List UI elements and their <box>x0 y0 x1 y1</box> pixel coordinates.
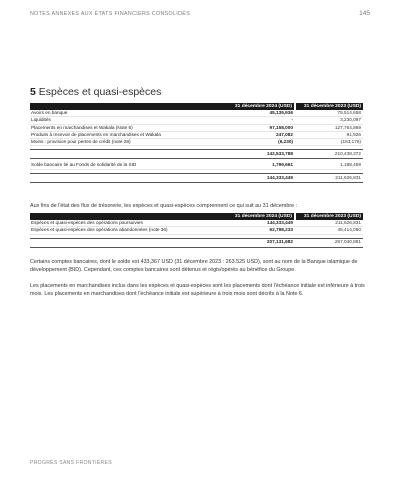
row-label: Moins : provision pour pertes de crédit (note 28) <box>30 139 231 146</box>
value-2023: 45,414,050 <box>295 227 363 234</box>
total-2024: 144,333,449 <box>231 173 295 182</box>
value-2023: 91,926 <box>295 131 363 138</box>
value-2024: (6,230) <box>231 139 295 146</box>
value-2024: 97,158,000 <box>231 124 295 131</box>
table-header-row <box>30 103 363 110</box>
total-label <box>30 173 231 182</box>
header-2023: 31 décembre 2023 (USD) <box>295 103 363 110</box>
table-row <box>30 131 363 138</box>
header-2023: 31 décembre 2023 (USD) <box>295 213 363 220</box>
table-row <box>30 139 363 146</box>
page-number: 145 <box>359 10 370 17</box>
section-number: 5 <box>30 86 36 98</box>
total-2023: 211,626,831 <box>295 173 363 182</box>
bank-accounts-paragraph: Certains comptes bancaires, dont le solde est 433,367 USD (31 décembre 2023 : 263.525 USD), sont au nom de la Banque islamique de développement (BID). Cependant, ces comptes bancaires sont détenus et régis/opérés au bénéfice du Groupe. <box>30 259 358 273</box>
page-footer: PROGRÈS SANS FRONTIÈRES <box>30 460 112 466</box>
row-label: Placements en marchandises et Wakala (Note 6) <box>30 124 231 131</box>
cash-flow-table <box>30 213 363 248</box>
row-label: Liquidités <box>30 117 231 124</box>
total-label <box>30 238 231 247</box>
commodity-placements-paragraph: Les placements en marchandises inclus dans les espèces et quasi-espèces sont les placements dont l'échéance initiale est inférieure à trois mois. Les placements en marchandises dont l'échéance initiale est supérieure à trois mois sont décrits à la Note 6. <box>30 283 365 297</box>
total-row <box>30 238 363 247</box>
table-row <box>30 124 363 131</box>
value-2023: 127,764,869 <box>295 124 363 131</box>
row-label: Produits à recevoir de placements en marchandises et Wakala <box>30 131 231 138</box>
row-label: Espèces et quasi-espèces des opérations poursuivies <box>30 220 231 227</box>
header-blank-cell <box>30 213 231 220</box>
subtotal-2024: 142,533,788 <box>231 150 295 159</box>
section-title-text: Espèces et quasi-espèces <box>38 86 162 98</box>
total-2024: 207,131,682 <box>231 238 295 247</box>
total-2023: 257,040,881 <box>295 238 363 247</box>
header-blank-cell <box>30 103 231 110</box>
running-header: NOTES ANNEXES AUX ÉTATS FINANCIERS CONSOLIDÉS <box>30 11 191 17</box>
section-title <box>30 86 161 98</box>
cash-equivalents-table <box>30 103 363 183</box>
row-label: Solde bancaire lié au Fonds de solidarité de la SID <box>30 162 231 169</box>
value-2024: 45,135,936 <box>231 110 295 117</box>
header-2024: 31 décembre 2024 (USD) <box>231 213 295 220</box>
table-row <box>30 162 363 169</box>
row-label: Espèces et quasi-espèces des opérations abandonnées (note 36) <box>30 227 231 234</box>
subtotal-label <box>30 150 231 159</box>
value-2024: 144,333,449 <box>231 220 295 227</box>
value-2024: - <box>231 117 295 124</box>
table-header-row <box>30 213 363 220</box>
value-2023: 79,514,658 <box>295 110 363 117</box>
total-row <box>30 173 363 182</box>
value-2024: 1,799,661 <box>231 162 295 169</box>
subtotal-row <box>30 150 363 159</box>
table-row <box>30 227 363 234</box>
table-row <box>30 110 363 117</box>
row-label: Avoirs en banque <box>30 110 231 117</box>
value-2023: 1,188,459 <box>295 162 363 169</box>
cash-flow-intro-text: Aux fins de l'état des flux de trésorerie, les espèces et quasi-espèces comprennent ce qui suit au 31 décembre : <box>30 203 298 209</box>
value-2023: 3,230,097 <box>295 117 363 124</box>
table-row <box>30 117 363 124</box>
value-2024: 247,082 <box>231 131 295 138</box>
value-2023: 211,626,831 <box>295 220 363 227</box>
table-row <box>30 220 363 227</box>
value-2024: 62,798,233 <box>231 227 295 234</box>
header-2024: 31 décembre 2024 (USD) <box>231 103 295 110</box>
subtotal-2023: 210,438,372 <box>295 150 363 159</box>
value-2023: (163,176) <box>295 139 363 146</box>
